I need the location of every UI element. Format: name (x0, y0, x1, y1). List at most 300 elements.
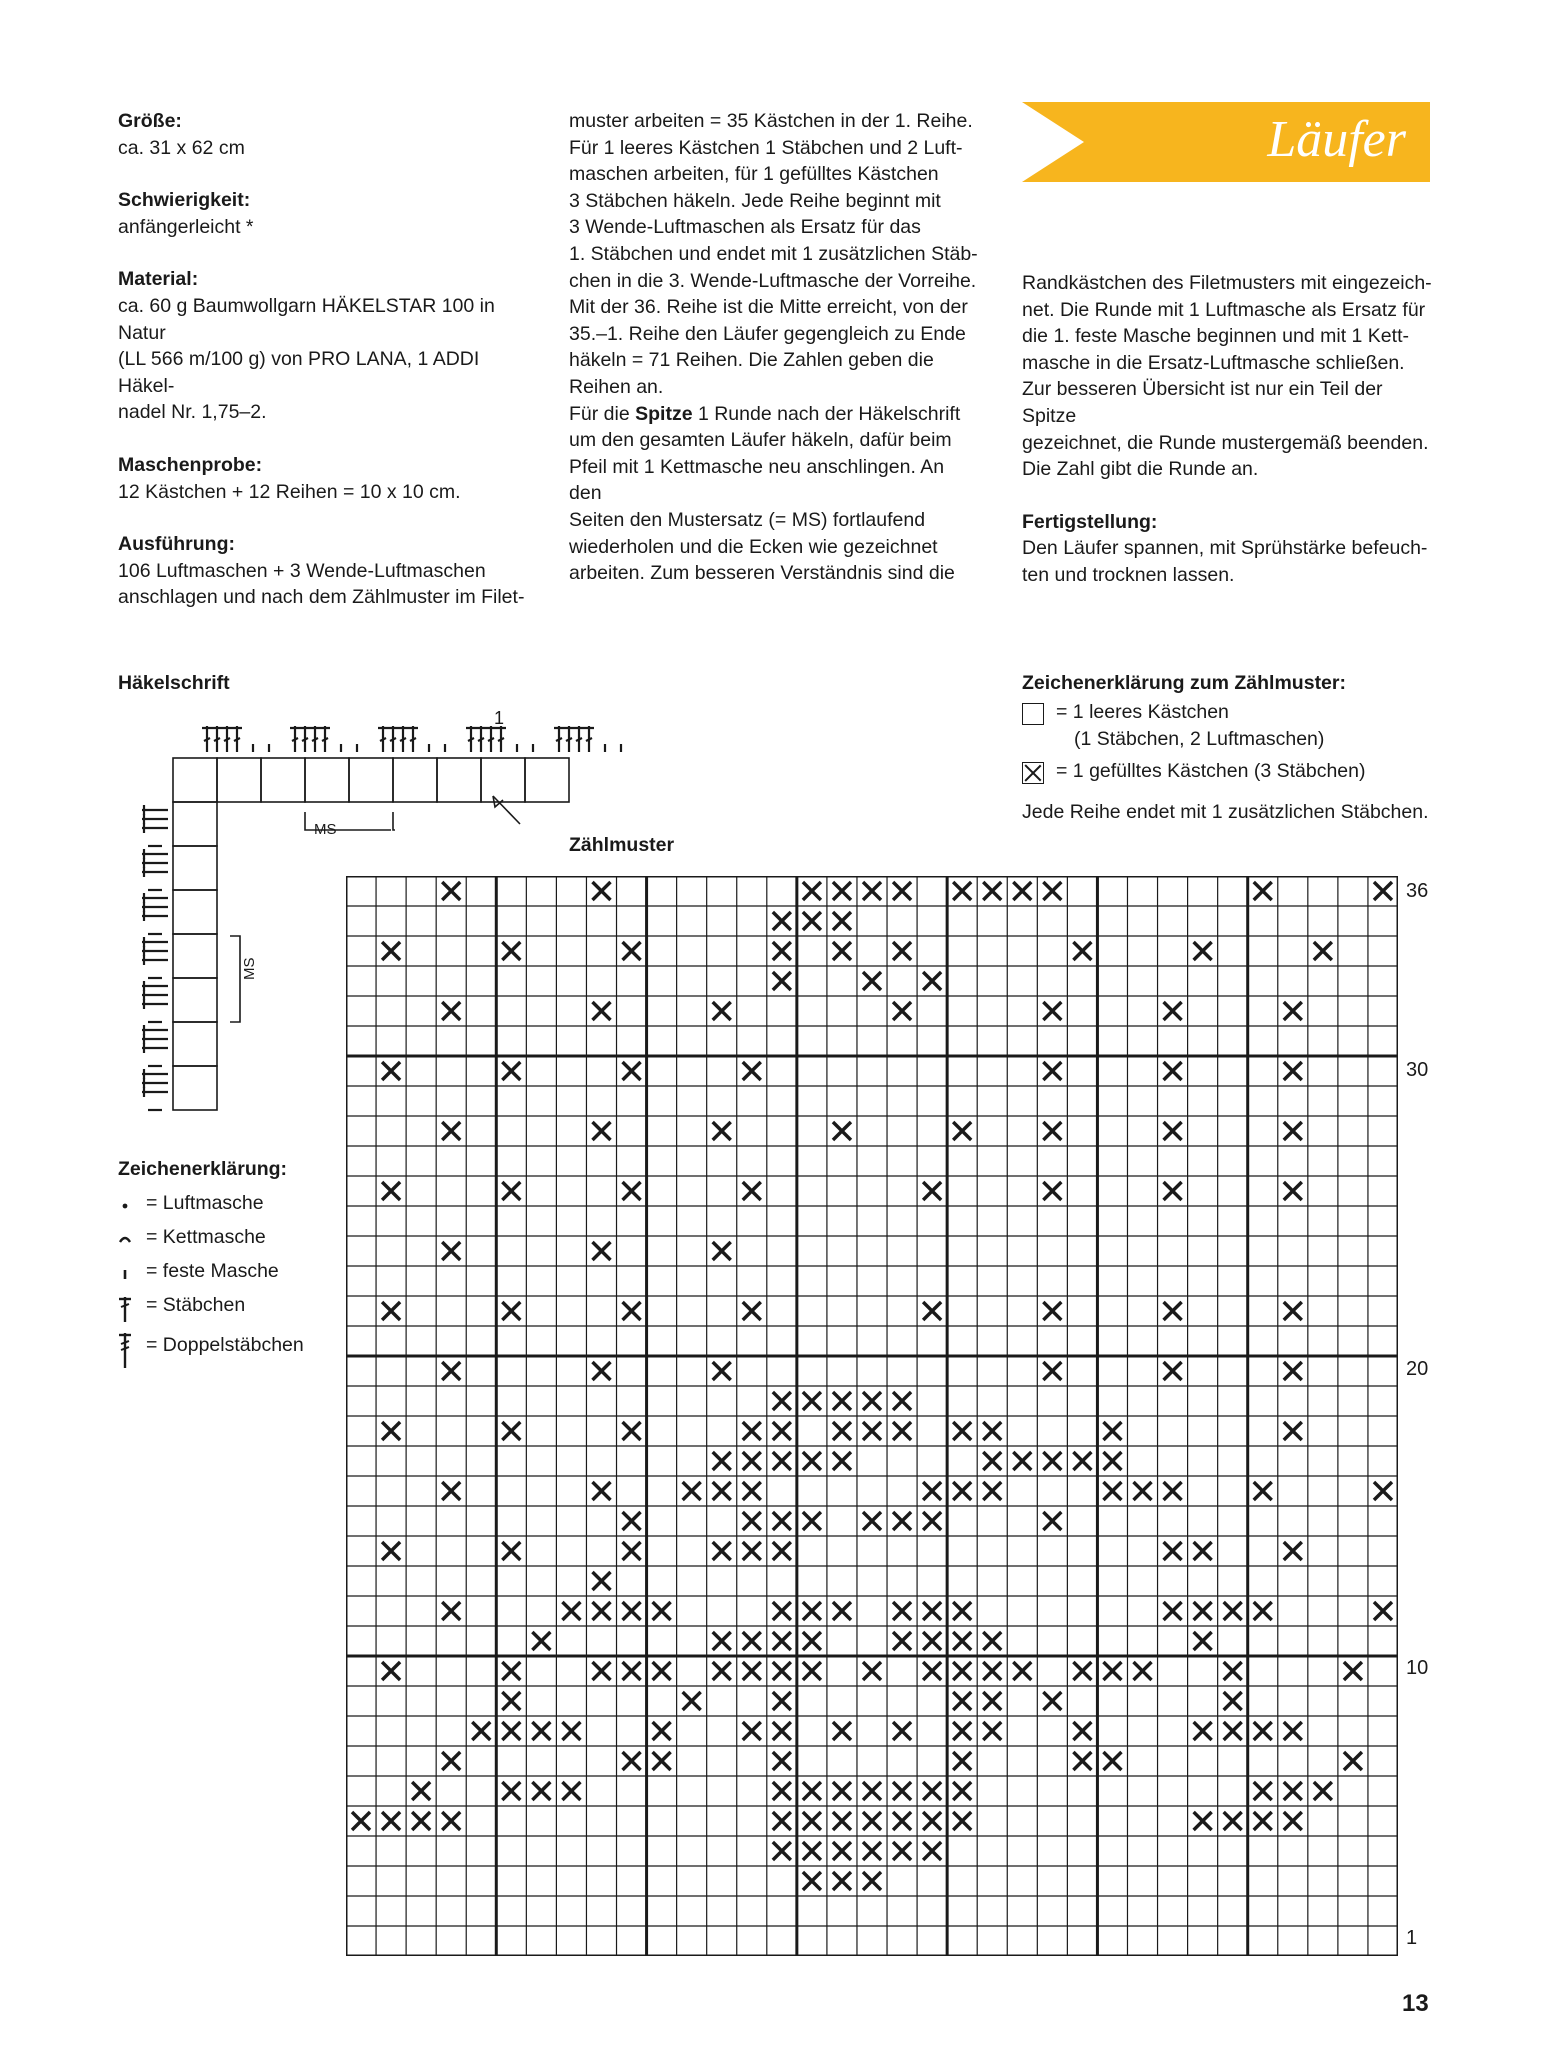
continuation-column (1022, 270, 1437, 589)
filled-cell (442, 1812, 460, 1830)
stitch-symbol (142, 849, 168, 859)
filled-cell (653, 1722, 671, 1740)
filled-cell (953, 1122, 971, 1140)
filled-cell (1374, 1482, 1392, 1500)
filled-cell (773, 912, 791, 930)
filled-cell (803, 1782, 821, 1800)
chart-legend-title: Zeichenerklärung zum Zählmuster: (1022, 672, 1346, 694)
stitch-symbol (142, 1087, 168, 1097)
filled-cell (382, 1542, 400, 1560)
filled-cell (803, 1842, 821, 1860)
legend-chain-stitch (118, 1192, 304, 1226)
filled-cell (803, 1392, 821, 1410)
instruction-line: maschen arbeiten, für 1 gefülltes Kästchen (569, 163, 939, 186)
filled-cell (412, 1782, 430, 1800)
filled-cell (893, 1422, 911, 1440)
filled-cell (442, 1122, 460, 1140)
filled-cell (833, 1602, 851, 1620)
filled-cell (683, 1482, 701, 1500)
stitch-symbol (222, 726, 232, 752)
filled-cell (743, 1302, 761, 1320)
filled-cell (1164, 1122, 1182, 1140)
filled-cell (713, 1362, 731, 1380)
filled-cell (863, 1392, 881, 1410)
filled-cell (1314, 942, 1332, 960)
filled-cell (833, 912, 851, 930)
instruction-line: Seiten den Mustersatz (= MS) fortlaufend (569, 508, 926, 531)
gauge-value: 12 Kästchen + 12 Reihen = 10 x 10 cm. (118, 480, 461, 503)
filled-cell (1043, 1302, 1061, 1320)
filled-cell (1164, 1182, 1182, 1200)
filled-cell (623, 1422, 641, 1440)
stitch-symbol (388, 726, 398, 752)
filled-cell (923, 1512, 941, 1530)
stitch-symbol (142, 805, 168, 815)
filled-cell (893, 1002, 911, 1020)
instruction-line: um den gesamten Läufer häkeln, dafür beim (569, 429, 952, 452)
legend-filled-box (1022, 758, 1452, 785)
filled-cell (1194, 942, 1212, 960)
filled-cell (773, 1782, 791, 1800)
filled-cell (773, 1722, 791, 1740)
filled-cell (803, 1512, 821, 1530)
filled-cell (953, 1632, 971, 1650)
filled-cell (983, 1662, 1001, 1680)
filled-cell (382, 1302, 400, 1320)
filled-cell (1254, 1602, 1272, 1620)
filled-cell (1194, 1602, 1212, 1620)
filled-cell (743, 1482, 761, 1500)
legend-treble-crochet (118, 1334, 304, 1374)
filled-cell (1284, 1182, 1302, 1200)
stitch-symbol (212, 726, 222, 752)
filled-cell (1043, 882, 1061, 900)
filled-cell (803, 1812, 821, 1830)
filled-cell (713, 1452, 731, 1470)
stitch-symbol (142, 1025, 168, 1035)
filled-cell (1103, 1422, 1121, 1440)
filled-cell (442, 1482, 460, 1500)
filled-cell (893, 1842, 911, 1860)
filled-cell (743, 1542, 761, 1560)
instruction-line: Für 1 leeres Kästchen 1 Stäbchen und 2 Luft- (569, 136, 963, 159)
stitch-symbol (142, 1078, 168, 1088)
round-label: 1 (494, 708, 505, 728)
filled-cell (1043, 1692, 1061, 1710)
filled-cell (773, 1812, 791, 1830)
filled-cell (1194, 1812, 1212, 1830)
stitch-symbol (398, 726, 408, 752)
filled-cell (833, 1392, 851, 1410)
instruction-line: 3 Stäbchen häkeln. Jede Reihe beginnt mit (569, 189, 941, 212)
stitch-symbol (142, 893, 168, 903)
instruction-line (569, 401, 981, 428)
filled-cell (893, 1722, 911, 1740)
stitch-symbol (142, 858, 168, 868)
chart-title: Zählmuster (569, 834, 675, 856)
filled-cell (532, 1782, 550, 1800)
legend-slip-label: = Kettmasche (146, 1226, 266, 1248)
material-label: Material: (118, 268, 199, 291)
filled-cell (863, 1512, 881, 1530)
filled-cell (1103, 1752, 1121, 1770)
filled-cell (1254, 1812, 1272, 1830)
filled-cell (893, 1782, 911, 1800)
filled-cell (803, 1452, 821, 1470)
filled-cell (442, 1362, 460, 1380)
legend-note: Jede Reihe endet mit 1 zusätzlichen Stäbchen. (1022, 800, 1429, 823)
legend-empty-box (1022, 699, 1452, 752)
filled-cell (1224, 1692, 1242, 1710)
row-label-20: 20 (1406, 1358, 1429, 1380)
material-line: ca. 60 g Baumwollgarn HÄKELSTAR 100 in Natur (118, 294, 495, 344)
filled-cell (923, 1182, 941, 1200)
filled-cell (1043, 1452, 1061, 1470)
filled-cell (683, 1692, 701, 1710)
filled-cell (923, 1842, 941, 1860)
filled-cell (1284, 1302, 1302, 1320)
filled-cell (863, 1842, 881, 1860)
filled-cell (863, 1812, 881, 1830)
filled-cell (562, 1602, 580, 1620)
filled-cell (653, 1602, 671, 1620)
filled-cell (923, 1782, 941, 1800)
filled-cell (1284, 1542, 1302, 1560)
info-column (118, 108, 538, 611)
filled-cell (1254, 1782, 1272, 1800)
stitch-symbol (496, 726, 506, 752)
filled-cell (803, 1632, 821, 1650)
filled-cell (1164, 1362, 1182, 1380)
filled-cell (773, 942, 791, 960)
stitch-symbol (202, 726, 212, 752)
filled-cell (502, 1722, 520, 1740)
ms-label-horizontal: MS (314, 821, 337, 838)
filled-cell (803, 1602, 821, 1620)
difficulty-value: anfängerleicht * (118, 215, 254, 238)
size-value: ca. 31 x 62 cm (118, 136, 245, 159)
filled-cell (1073, 942, 1091, 960)
filled-cell (983, 882, 1001, 900)
filled-cell (1284, 1812, 1302, 1830)
filled-cell (1073, 1662, 1091, 1680)
filled-cell (893, 1392, 911, 1410)
filled-cell (1073, 1752, 1091, 1770)
filled-cell (502, 1422, 520, 1440)
filled-cell (803, 1872, 821, 1890)
legend-sc-label: = feste Masche (146, 1260, 279, 1282)
instruction-line: chen in die 3. Wende-Luftmasche der Vorreihe. (569, 269, 977, 292)
filled-cell (1224, 1662, 1242, 1680)
filled-cell (1013, 882, 1031, 900)
spitze-post: 1 Runde nach der Häkelschrift (692, 402, 961, 425)
filled-cell (863, 1422, 881, 1440)
stitch-symbol (378, 726, 388, 752)
filled-cell (713, 1242, 731, 1260)
filled-cell (953, 1662, 971, 1680)
filled-cell (953, 1812, 971, 1830)
filled-cell (653, 1752, 671, 1770)
filled-cell (1043, 1512, 1061, 1530)
filled-cell (1013, 1452, 1031, 1470)
filled-cell (1284, 1062, 1302, 1080)
legend-dc-label: = Stäbchen (146, 1294, 246, 1316)
filled-cell (1164, 1542, 1182, 1560)
stitch-symbol (232, 726, 242, 752)
instruction-line: Zur besseren Übersicht ist nur ein Teil der Spitze (1022, 378, 1383, 427)
filled-cell (1043, 1122, 1061, 1140)
stitch-symbol (300, 726, 310, 752)
filled-cell (773, 1512, 791, 1530)
filled-cell (502, 1692, 520, 1710)
filled-cell (1103, 1662, 1121, 1680)
filled-cell (1284, 1362, 1302, 1380)
filled-cell (953, 1752, 971, 1770)
instructions-column (569, 108, 981, 587)
stitch-symbol (142, 999, 168, 1009)
filled-cell (1224, 1812, 1242, 1830)
difficulty-label: Schwierigkeit: (118, 189, 251, 212)
instruction-line: Reihen an. (569, 375, 664, 398)
filled-cell (623, 1752, 641, 1770)
filled-cell (713, 1542, 731, 1560)
filled-cell (1284, 1422, 1302, 1440)
stitch-symbol (142, 990, 168, 1000)
instruction-line: Mit der 36. Reihe ist die Mitte erreicht, von der (569, 296, 968, 319)
instruction-line: häkeln = 71 Reihen. Die Zahlen geben die (569, 349, 934, 372)
treble-crochet-icon (118, 1330, 140, 1370)
filled-cell (953, 1782, 971, 1800)
filled-cell (923, 972, 941, 990)
filled-cell (502, 1782, 520, 1800)
instruction-line: wiederholen und die Ecken wie gezeichnet (569, 535, 938, 558)
stitch-symbol (142, 1034, 168, 1044)
filled-cell (1103, 1482, 1121, 1500)
filled-cell (863, 972, 881, 990)
filled-cell (833, 1782, 851, 1800)
filled-cell (442, 1602, 460, 1620)
legend-single-crochet (118, 1260, 304, 1294)
filled-cell (1164, 1062, 1182, 1080)
filled-cell (623, 1302, 641, 1320)
filled-cell (833, 882, 851, 900)
filled-cell (592, 1122, 610, 1140)
stitch-symbol (142, 911, 168, 921)
filled-cell (1164, 1602, 1182, 1620)
execution-line: 106 Luftmaschen + 3 Wende-Luftmaschen (118, 559, 486, 582)
instruction-line: 35.–1. Reihe den Läufer gegengleich zu Ende (569, 322, 966, 345)
filled-cell (893, 1602, 911, 1620)
filled-cell (502, 1542, 520, 1560)
filled-cell (863, 1782, 881, 1800)
single-crochet-icon (118, 1260, 140, 1286)
haekelschrift-title: Häkelschrift (118, 672, 230, 694)
filled-cell (1374, 1602, 1392, 1620)
filled-cell (1344, 1662, 1362, 1680)
filled-cell (833, 942, 851, 960)
title-banner (1022, 102, 1430, 182)
symbol-legend (118, 1192, 304, 1374)
filled-cell (983, 1722, 1001, 1740)
filled-cell (953, 1602, 971, 1620)
stitch-symbol (142, 867, 168, 877)
stitch-symbol (408, 726, 418, 752)
filled-cell (382, 1662, 400, 1680)
filet-chart (346, 876, 1398, 1956)
filled-cell (1103, 1452, 1121, 1470)
filled-cell (893, 1512, 911, 1530)
finish-line: ten und trocknen lassen. (1022, 563, 1235, 586)
material-line: (LL 566 m/100 g) von PRO LANA, 1 ADDI Häkel- (118, 348, 480, 397)
filled-cell (502, 1182, 520, 1200)
filled-cell (833, 1722, 851, 1740)
filled-cell (773, 1632, 791, 1650)
chain-stitch-icon (118, 1192, 140, 1218)
filled-cell (532, 1632, 550, 1650)
ms-label-vertical: MS (241, 957, 258, 980)
filled-cell (1043, 1002, 1061, 1020)
filled-cell (1043, 1182, 1061, 1200)
legend-empty-line2: (1 Stäbchen, 2 Luftmaschen) (1074, 727, 1325, 750)
stitch-symbol (310, 726, 320, 752)
stitch-symbol (320, 726, 330, 752)
filled-cell (773, 1452, 791, 1470)
instruction-line: net. Die Runde mit 1 Luftmasche als Ersatz für (1022, 298, 1426, 321)
legend-slip-stitch (118, 1226, 304, 1260)
instruction-line: Randkästchen des Filetmusters mit eingezeich- (1022, 272, 1432, 294)
filled-cell (1194, 1722, 1212, 1740)
filled-cell (382, 1182, 400, 1200)
instruction-line: Die Zahl gibt die Runde an. (1022, 458, 1259, 481)
filled-cell (1284, 1002, 1302, 1020)
filled-cell (1254, 1482, 1272, 1500)
filled-cell (1013, 1662, 1031, 1680)
legend-chain-label: = Luftmasche (146, 1192, 264, 1214)
filled-cell (713, 1632, 731, 1650)
filled-cell (773, 1842, 791, 1860)
filled-cell (1164, 1482, 1182, 1500)
filled-cell (923, 1632, 941, 1650)
filled-cell (623, 1062, 641, 1080)
filled-cell (983, 1632, 1001, 1650)
finish-label: Fertigstellung: (1022, 510, 1158, 533)
filled-cell (713, 1662, 731, 1680)
stitch-symbol (466, 726, 476, 752)
filled-cell (532, 1722, 550, 1740)
filled-cell (623, 1602, 641, 1620)
filled-cell (893, 1812, 911, 1830)
filled-cell (893, 1632, 911, 1650)
filled-cell (382, 1422, 400, 1440)
execution-line: anschlagen und nach dem Zählmuster im Filet- (118, 586, 525, 609)
filled-cell (1284, 1122, 1302, 1140)
filled-cell (983, 1692, 1001, 1710)
stitch-symbol (142, 823, 168, 833)
filled-cell (803, 912, 821, 930)
filled-cell (472, 1722, 490, 1740)
filled-cell (743, 1662, 761, 1680)
filled-cell (773, 1752, 791, 1770)
filled-cell (1134, 1482, 1152, 1500)
filled-cell (1284, 1782, 1302, 1800)
instruction-line: die 1. feste Masche beginnen und mit 1 Kett- (1022, 325, 1409, 348)
filled-cell (773, 1422, 791, 1440)
filled-cell (1194, 1632, 1212, 1650)
filled-cell (743, 1062, 761, 1080)
stitch-symbol (476, 726, 486, 752)
instruction-line: 1. Stäbchen und endet mit 1 zusätzlichen Stäb- (569, 242, 978, 265)
slip-stitch-icon (118, 1226, 140, 1252)
filled-cell (1043, 1062, 1061, 1080)
filled-cell (773, 1542, 791, 1560)
filled-cell (592, 1662, 610, 1680)
filled-cell (592, 1572, 610, 1590)
filled-cell (623, 1542, 641, 1560)
filled-cell (953, 1722, 971, 1740)
filled-cell (1073, 1722, 1091, 1740)
filled-cell (743, 1722, 761, 1740)
filled-cell (833, 1872, 851, 1890)
stitch-symbol (486, 726, 496, 752)
filled-cell (923, 1662, 941, 1680)
stitch-symbol (142, 1043, 168, 1053)
material-line: nadel Nr. 1,75–2. (118, 401, 267, 424)
filled-cell (743, 1452, 761, 1470)
filled-cell (773, 1662, 791, 1680)
filled-box-icon (1022, 762, 1044, 784)
legend-filled-line: = 1 gefülltes Kästchen (3 Stäbchen) (1056, 760, 1366, 783)
filled-cell (1344, 1752, 1362, 1770)
filled-cell (352, 1812, 370, 1830)
legend-double-crochet (118, 1294, 304, 1334)
filled-cell (983, 1452, 1001, 1470)
filled-cell (833, 1842, 851, 1860)
filled-cell (623, 1182, 641, 1200)
filled-cell (713, 1002, 731, 1020)
row-label-1: 1 (1406, 1927, 1418, 1949)
stitch-symbol (142, 814, 168, 824)
stitch-symbol (142, 955, 168, 965)
filled-cell (412, 1812, 430, 1830)
filled-cell (382, 1062, 400, 1080)
filled-cell (863, 1872, 881, 1890)
filled-cell (983, 1422, 1001, 1440)
row-label-10: 10 (1406, 1657, 1429, 1679)
chart-legend (1022, 671, 1452, 825)
execution-label: Ausführung: (118, 533, 235, 556)
legend-tr-label: = Doppelstäbchen (146, 1334, 304, 1356)
filled-cell (1134, 1662, 1152, 1680)
page-number: 13 (1402, 1990, 1429, 2017)
filled-cell (592, 1362, 610, 1380)
instruction-line: 3 Wende-Luftmaschen als Ersatz für das (569, 216, 921, 239)
filled-cell (953, 1422, 971, 1440)
filled-cell (562, 1722, 580, 1740)
filled-cell (592, 1002, 610, 1020)
instruction-line: gezeichnet, die Runde mustergemäß beenden. (1022, 431, 1429, 454)
filled-cell (713, 1482, 731, 1500)
filled-cell (382, 942, 400, 960)
legend-empty-line1: = 1 leeres Kästchen (1056, 701, 1229, 723)
filled-cell (773, 972, 791, 990)
filled-cell (713, 1122, 731, 1140)
filled-cell (833, 1422, 851, 1440)
filled-cell (592, 1602, 610, 1620)
stitch-symbol (142, 902, 168, 912)
stitch-symbol (142, 946, 168, 956)
size-label: Größe: (118, 110, 182, 132)
filled-cell (1224, 1722, 1242, 1740)
